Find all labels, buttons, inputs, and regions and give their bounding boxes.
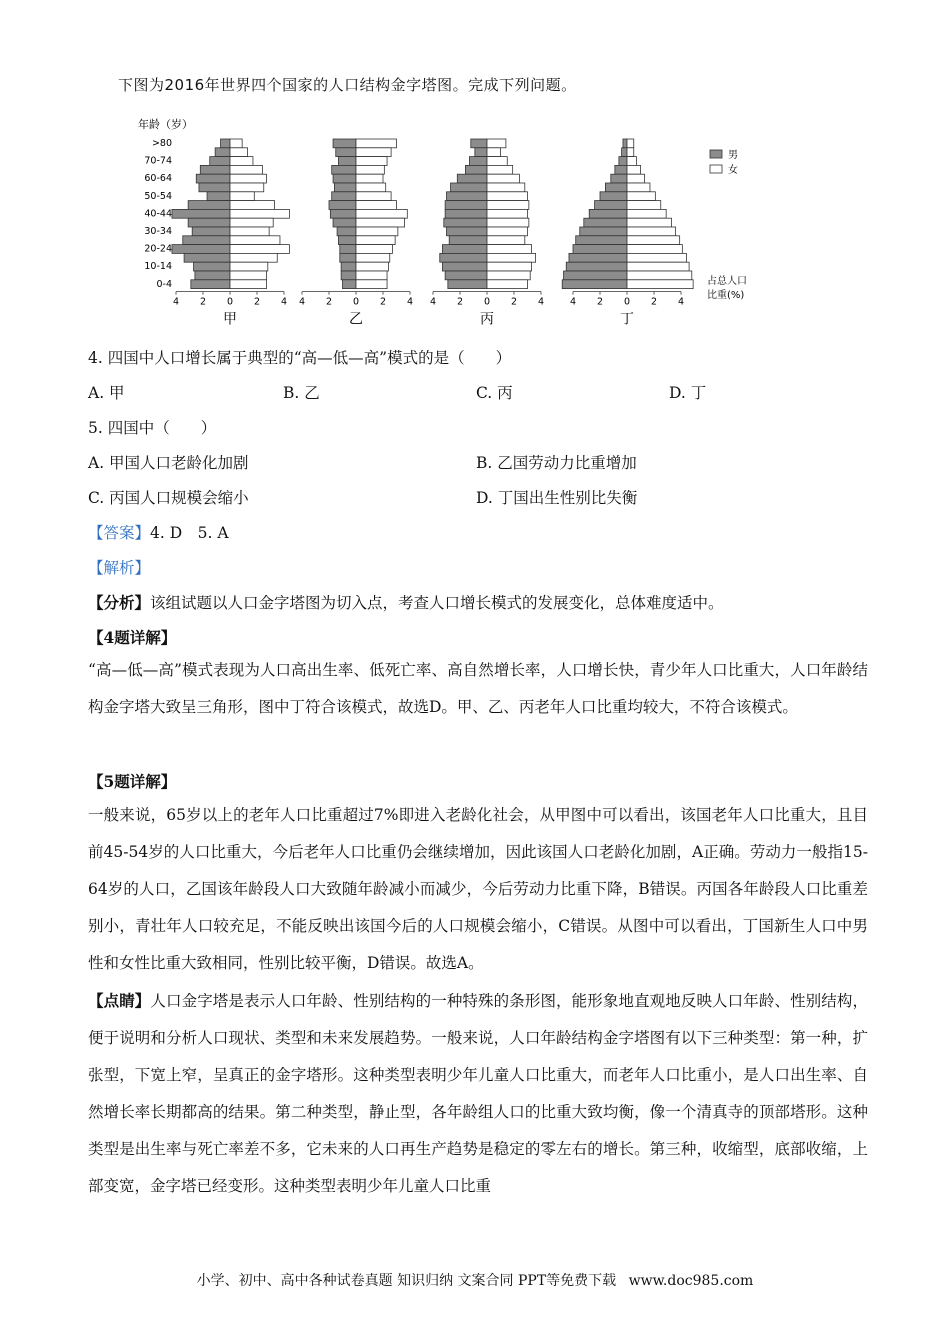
x-axis-label-1: 占总人口 — [707, 276, 747, 287]
x-tick-label: 4 — [537, 296, 545, 308]
female-bar — [356, 192, 391, 201]
x-tick-label: 4 — [429, 296, 437, 308]
male-bar — [449, 236, 487, 245]
male-bar — [445, 201, 487, 210]
male-bar — [564, 271, 627, 280]
x-axis-label-2: 比重(%) — [707, 290, 745, 301]
male-bar — [172, 245, 230, 254]
male-bar — [343, 280, 357, 289]
female-bar — [356, 253, 390, 262]
female-bar — [356, 174, 383, 183]
male-bar — [465, 165, 487, 174]
male-bar — [336, 148, 356, 157]
x-tick-label: 0 — [352, 296, 360, 308]
female-bar — [487, 209, 528, 218]
female-bar — [487, 218, 529, 227]
footer-left: 小学、初中、高中各种试卷真题 知识归纳 文案合同 PPT等免费下载 — [196, 1273, 617, 1289]
female-bar — [356, 262, 388, 271]
female-bar — [356, 280, 387, 289]
female-bar — [356, 139, 397, 148]
q4-detail-text: “高—低—高”模式表现为人口高出生率、低死亡率、高自然增长率，人口增长快，青少年人口比重大，人口年龄结构金字塔大致呈三角形，图中丁符合该模式，故选D。甲、乙、丙老年人口比重均较大，不符合该模式。 — [88, 661, 868, 716]
female-bar — [230, 148, 248, 157]
dianjing-paragraph — [88, 982, 868, 1205]
legend — [710, 149, 738, 176]
female-bar — [356, 245, 392, 254]
male-bar — [340, 253, 356, 262]
male-bar — [475, 148, 487, 157]
male-bar — [611, 174, 627, 183]
female-bar — [356, 271, 387, 280]
age-label: >80 — [151, 138, 172, 149]
female-bar — [487, 236, 525, 245]
legend-female-label: 女 — [728, 165, 738, 176]
female-bar — [487, 139, 506, 148]
male-bar — [338, 236, 356, 245]
female-bar — [487, 183, 525, 192]
q4-stem: 4. 四国中人口增长属于典型的“高—低—高”模式的是（ ） — [88, 349, 512, 367]
female-bar — [230, 139, 242, 148]
female-bar — [487, 174, 519, 183]
female-bar — [356, 201, 397, 210]
female-bar — [356, 236, 395, 245]
male-bar — [341, 262, 356, 271]
male-bar — [442, 262, 487, 271]
x-tick-label: 2 — [199, 296, 207, 308]
male-bar — [584, 218, 627, 227]
female-bar — [230, 218, 273, 227]
q5-option-a: A. 甲国人口老龄化加剧 — [88, 454, 249, 472]
q4-option-c: C. 丙 — [476, 384, 513, 402]
male-bar — [623, 139, 627, 148]
male-bar — [188, 218, 230, 227]
x-tick-label: 2 — [325, 296, 333, 308]
male-bar — [188, 201, 230, 210]
female-bar — [487, 227, 528, 236]
q5-stem: 5. 四国中（ ） — [88, 419, 217, 437]
male-bar — [471, 139, 487, 148]
q5-option-b: B. 乙国劳动力比重增加 — [476, 454, 637, 472]
intro-text: 下图为2016年世界四个国家的人口结构金字塔图。完成下列问题。 — [118, 76, 577, 94]
female-bar — [627, 245, 682, 254]
male-bar — [600, 192, 627, 201]
female-bar — [230, 201, 275, 210]
male-bar — [445, 271, 487, 280]
female-bar — [356, 227, 398, 236]
female-bar — [487, 201, 529, 210]
male-bar — [619, 157, 627, 166]
male-bar — [576, 236, 627, 245]
age-label: 10-14 — [144, 261, 172, 273]
female-bar — [487, 262, 532, 271]
q4-option-d: D. 丁 — [669, 384, 707, 402]
x-tick-label: 0 — [623, 296, 631, 308]
male-bar — [444, 218, 487, 227]
female-bar — [356, 209, 407, 218]
male-bar — [580, 227, 627, 236]
female-bar — [627, 271, 692, 280]
female-bar — [487, 148, 501, 157]
male-bar — [341, 271, 356, 280]
x-tick-label: 4 — [280, 296, 288, 308]
age-label: 40-44 — [144, 208, 172, 220]
x-tick-label: 4 — [172, 296, 180, 308]
age-label: 60-64 — [144, 173, 172, 185]
male-bar — [221, 139, 230, 148]
male-bar — [622, 148, 627, 157]
footer — [0, 1270, 950, 1290]
male-bar — [469, 157, 487, 166]
dianjing-text: 人口金字塔是表示人口年龄、性别结构的一种特殊的条形图，能形象地直观地反映人口年龄、性别结构，便于说明和分析人口现状、类型和未来发展趋势。一般来说，人口年龄结构金字塔图有以下三种类型：第一种，扩张型，下宽上窄，呈真正的金字塔形。这种类型表明少年儿童人口比重大，而老年人口比重小，是人口出生率、自然增长率长期都高的结果。第二种类型，静止型，各年龄组人口的比重大致均衡，像一个清真寺的顶部塔形。这种类型是出生率与死亡率差不多，它未来的人口再生产趋势是稳定的零左右的增长。第三种，收缩型，底部收缩，上部变宽，金字塔已经变形。这种类型表明少年儿童人口比重 — [88, 992, 868, 1195]
male-bar — [333, 174, 356, 183]
female-bar — [356, 157, 387, 166]
x-tick-label: 2 — [253, 296, 261, 308]
female-bar — [627, 236, 680, 245]
pyramid-4 — [562, 139, 693, 327]
answer-text: 4. D 5. A — [150, 524, 229, 542]
country-label: 乙 — [349, 311, 363, 327]
male-bar — [191, 280, 230, 289]
female-bar — [356, 183, 386, 192]
age-label: 30-34 — [144, 226, 172, 237]
male-bar — [447, 192, 488, 201]
male-bar — [207, 192, 230, 201]
age-labels — [144, 138, 172, 290]
y-axis-label: 年龄（岁） — [138, 118, 193, 131]
female-bar — [627, 192, 655, 201]
male-bar — [215, 148, 230, 157]
male-bar — [184, 253, 230, 262]
male-bar — [447, 227, 488, 236]
female-bar — [627, 280, 693, 289]
country-label: 丁 — [620, 311, 634, 327]
female-bar — [487, 165, 513, 174]
male-bar — [192, 227, 230, 236]
male-bar — [338, 157, 356, 166]
female-bar — [230, 280, 266, 289]
male-bar — [605, 183, 627, 192]
male-bar — [337, 227, 356, 236]
x-tick-label: 4 — [406, 296, 414, 308]
x-tick-label: 0 — [483, 296, 491, 308]
male-bar — [334, 183, 356, 192]
answer-tag: 【答案】 — [88, 524, 151, 542]
male-bar — [442, 245, 487, 254]
pyramid-3 — [430, 139, 544, 327]
male-bar — [210, 157, 230, 166]
female-bar — [627, 209, 666, 218]
male-bar — [329, 201, 356, 210]
female-bar — [487, 157, 507, 166]
male-bar — [457, 174, 487, 183]
male-bar — [573, 245, 627, 254]
footer-link[interactable]: www.doc985.com — [628, 1273, 754, 1289]
x-tick-label: 4 — [677, 296, 685, 308]
male-bar — [589, 209, 627, 218]
female-bar — [627, 201, 661, 210]
x-tick-label: 2 — [596, 296, 604, 308]
female-bar — [627, 157, 636, 166]
female-bar — [627, 148, 634, 157]
male-bar — [448, 280, 487, 289]
x-tick-label: 2 — [510, 296, 518, 308]
female-bar — [627, 183, 650, 192]
dianjing-tag: 【点睛】 — [88, 991, 151, 1010]
female-bar — [230, 262, 268, 271]
fenxi-tag: 【分析】 — [88, 593, 151, 612]
female-bar — [487, 192, 528, 201]
q5-option-d: D. 丁国出生性别比失衡 — [476, 489, 638, 507]
population-pyramid-figure — [130, 112, 770, 327]
male-bar — [199, 183, 230, 192]
female-bar — [230, 165, 262, 174]
female-bar — [627, 262, 689, 271]
male-bar — [566, 262, 627, 271]
male-bar — [332, 192, 356, 201]
male-bar — [196, 174, 230, 183]
female-bar — [627, 218, 672, 227]
male-bar — [183, 236, 230, 245]
q5-detail-tag: 【5题详解】 — [88, 772, 177, 791]
q5-detail-text: 一般来说，65岁以上的老年人口比重超过7%即进入老龄化社会，从甲图中可以看出，该国老年人口比重大，且目前45-54岁的人口比重大，今后老年人口比重仍会继续增加，因此该国人口老龄化加剧，A正确。劳动力一般指15-64岁的人口，乙国该年龄段人口大致随年龄减小而减少，今后劳动力比重下降，B错误。丙国各年龄段人口比重差别小，青壮年人口较充足，不能反映出该国今后的人口规模会缩小，C错误。从图中可以看出，丁国新生人口中男性和女性比重大致相同，性别比较平衡，D错误。故选A。 — [88, 806, 868, 972]
male-bar — [451, 183, 487, 192]
male-bar — [333, 139, 356, 148]
male-bar — [569, 253, 627, 262]
country-label: 甲 — [223, 311, 237, 327]
female-bar — [627, 165, 641, 174]
female-bar — [487, 253, 536, 262]
female-bar — [230, 192, 254, 201]
female-bar — [487, 245, 532, 254]
female-bar — [487, 280, 528, 289]
x-tick-label: 0 — [226, 296, 234, 308]
male-bar — [330, 209, 356, 218]
male-bar — [340, 245, 356, 254]
male-bar — [194, 262, 230, 271]
male-bar — [333, 218, 356, 227]
female-bar — [487, 271, 530, 280]
age-label: 70-74 — [144, 155, 172, 167]
age-label: 50-54 — [144, 190, 172, 202]
x-tick-label: 2 — [650, 296, 658, 308]
age-label: 0-4 — [156, 278, 172, 290]
answer-line — [88, 521, 229, 543]
male-bar — [172, 209, 230, 218]
fenxi-text: 该组试题以人口金字塔图为切入点，考查人口增长模式的发展变化，总体难度适中。 — [150, 594, 724, 612]
male-bar — [562, 280, 627, 289]
analysis-tag: 【解析】 — [88, 559, 151, 577]
x-tick-label: 2 — [456, 296, 464, 308]
female-bar — [356, 165, 384, 174]
q4-option-b: B. 乙 — [283, 384, 320, 402]
pyramid-2 — [299, 139, 413, 327]
q5-option-c: C. 丙国人口规模会缩小 — [88, 489, 249, 507]
x-tick-label: 2 — [379, 296, 387, 308]
female-bar — [627, 227, 676, 236]
female-bar — [230, 271, 266, 280]
female-bar — [230, 174, 266, 183]
age-label: 20-24 — [144, 243, 172, 255]
legend-male-label: 男 — [728, 150, 738, 161]
x-tick-label: 4 — [298, 296, 306, 308]
female-bar — [230, 227, 269, 236]
male-bar — [332, 165, 356, 174]
male-bar — [445, 209, 487, 218]
female-bar — [356, 148, 391, 157]
male-bar — [595, 201, 627, 210]
x-tick-label: 4 — [569, 296, 577, 308]
country-label: 丙 — [480, 311, 494, 327]
male-bar — [440, 253, 487, 262]
male-bar — [200, 165, 230, 174]
q4-detail-tag: 【4题详解】 — [88, 628, 177, 647]
male-bar — [615, 165, 627, 174]
pyramids — [172, 139, 693, 327]
pyramid-1 — [172, 139, 289, 327]
female-bar — [230, 253, 277, 262]
female-bar — [356, 218, 405, 227]
q4-option-a: A. 甲 — [88, 384, 125, 402]
female-bar — [230, 209, 289, 218]
female-bar — [627, 253, 686, 262]
female-bar — [230, 236, 280, 245]
legend-male-swatch — [710, 150, 722, 158]
female-bar — [627, 174, 645, 183]
fenxi-line — [88, 591, 724, 613]
legend-female-swatch — [710, 165, 722, 173]
female-bar — [627, 139, 634, 148]
female-bar — [230, 183, 264, 192]
female-bar — [230, 245, 289, 254]
female-bar — [230, 157, 253, 166]
male-bar — [195, 271, 230, 280]
